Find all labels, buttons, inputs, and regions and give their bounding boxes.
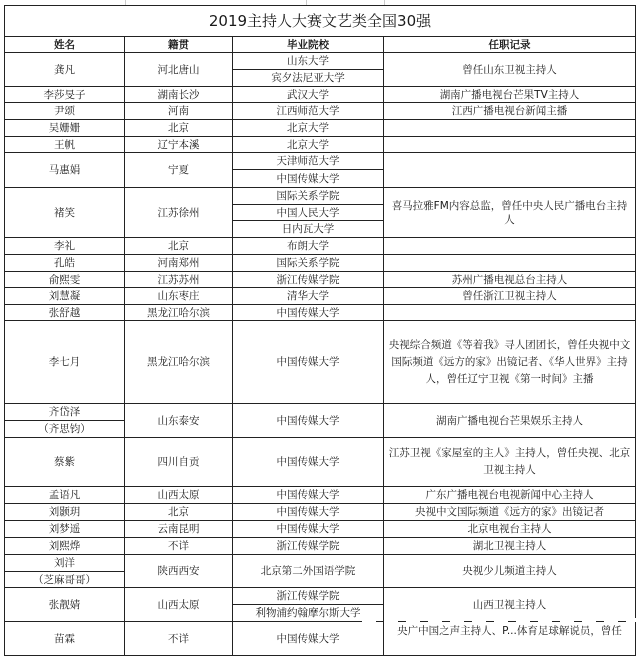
cell-name: 苗霖 xyxy=(4,622,125,656)
cell-name: 褚笑 xyxy=(4,188,125,238)
cell-hometown: 山西太原 xyxy=(125,588,233,622)
cell-hometown: 北京 xyxy=(125,238,233,255)
cell-school: 北京第二外国语学院 xyxy=(233,555,384,588)
cell-school: 布朗大学 xyxy=(233,238,384,255)
cell-name: 李七月 xyxy=(4,321,125,404)
cell-hometown: 河南郑州 xyxy=(125,255,233,272)
cell-school: 北京大学 xyxy=(233,137,384,153)
cell-name: 刘颢玥 xyxy=(4,504,125,521)
cell-hometown: 江苏苏州 xyxy=(125,272,233,288)
cell-career xyxy=(384,238,636,255)
cell-career: 央视综合频道《等着我》寻人团团长，曾任央视中文国际频道《远方的家》出镜记者、《华人世界》主持人，曾任辽宁卫视《第一时间》主播 xyxy=(384,321,636,404)
cell-hometown: 云南昆明 xyxy=(125,521,233,538)
cell-school: 江西师范大学 xyxy=(233,103,384,120)
cell-hometown: 宁夏 xyxy=(125,153,233,188)
cell-name: 齐岱泽 xyxy=(4,404,125,421)
cell-school: 中国传媒大学 xyxy=(233,487,384,504)
cell-name: 刘梦遥 xyxy=(4,521,125,538)
cell-career xyxy=(384,137,636,153)
cell-school: 浙江传媒学院 xyxy=(233,588,384,605)
cell-school: 北京大学 xyxy=(233,120,384,137)
cell-school: 浙江传媒学院 xyxy=(233,538,384,555)
cell-school: 中国传媒大学 xyxy=(233,170,384,188)
cell-name: 尹颂 xyxy=(4,103,125,120)
cell-career: 广东广播电视台电视新闻中心主持人 xyxy=(384,487,636,504)
cell-career: 苏州广播电视总台主持人 xyxy=(384,272,636,288)
cell-school: 国际关系学院 xyxy=(233,188,384,205)
header-name: 姓名 xyxy=(4,37,125,53)
cell-name: 刘慧凝 xyxy=(4,288,125,305)
cell-name: 张舒越 xyxy=(4,305,125,321)
cell-hometown: 山东枣庄 xyxy=(125,288,233,305)
cell-career: 湖南广播电视台芒果TV主持人 xyxy=(384,87,636,103)
cell-hometown: 北京 xyxy=(125,120,233,137)
cell-name: 刘熙烨 xyxy=(4,538,125,555)
cell-name: 王帆 xyxy=(4,137,125,153)
cell-career: 曾任浙江卫视主持人 xyxy=(384,288,636,305)
cell-school: 浙江传媒学院 xyxy=(233,272,384,288)
cell-hometown: 陕西西安 xyxy=(125,555,233,588)
cell-school: 中国传媒大学 xyxy=(233,305,384,321)
cell-school: 中国传媒大学 xyxy=(233,521,384,538)
cell-name: 吴姗姗 xyxy=(4,120,125,137)
cell-school: 中国传媒大学 xyxy=(233,404,384,438)
cell-school: 中国传媒大学 xyxy=(233,438,384,487)
cell-school: 中国人民大学 xyxy=(233,205,384,221)
cell-school: 山东大学 xyxy=(233,53,384,70)
cell-name: 张靓婧 xyxy=(4,588,125,622)
cell-school: 国际关系学院 xyxy=(233,255,384,272)
cell-school: 日内瓦大学 xyxy=(233,221,384,238)
cell-career: 喜马拉雅FM内容总监，曾任中央人民广播电台主持人 xyxy=(384,188,636,238)
cell-career xyxy=(384,255,636,272)
cell-career: 央广中国之声主持人、P...体育足球解说员，曾任 xyxy=(384,622,636,656)
cell-name: 李礼 xyxy=(4,238,125,255)
cell-school: 武汉大学 xyxy=(233,87,384,103)
cell-school: 利物浦约翰摩尔斯大学 xyxy=(233,605,384,622)
cell-school: 宾夕法尼亚大学 xyxy=(233,70,384,87)
cell-hometown: 不详 xyxy=(125,538,233,555)
header-school: 毕业院校 xyxy=(233,37,384,53)
cell-hometown: 黑龙江哈尔滨 xyxy=(125,305,233,321)
cell-career: 北京电视台主持人 xyxy=(384,521,636,538)
cell-name: 孟语凡 xyxy=(4,487,125,504)
cell-hometown: 河南 xyxy=(125,103,233,120)
cell-career: 江苏卫视《家屋室的主人》主持人，曾任央视、北京卫视主持人 xyxy=(384,438,636,487)
cell-name: 孔皓 xyxy=(4,255,125,272)
table-title: 2019主持人大赛文艺类全国30强 xyxy=(4,5,636,37)
cell-hometown: 北京 xyxy=(125,504,233,521)
cell-hometown: 山西太原 xyxy=(125,487,233,504)
cell-name: 李莎旻子 xyxy=(4,87,125,103)
cell-hometown: 河北唐山 xyxy=(125,53,233,87)
watermark-overlay xyxy=(362,618,640,622)
cell-career: 山西卫视主持人 xyxy=(384,588,636,622)
cell-career: 江西广播电视台新闻主播 xyxy=(384,103,636,120)
cell-name-alt: （芝麻哥哥） xyxy=(4,572,125,588)
header-career: 任职记录 xyxy=(384,37,636,53)
cell-hometown: 湖南长沙 xyxy=(125,87,233,103)
cell-name-alt: （齐思钧） xyxy=(4,421,125,438)
cell-name: 蔡紫 xyxy=(4,438,125,487)
cell-name: 刘洋 xyxy=(4,555,125,572)
cell-career: 湖北卫视主持人 xyxy=(384,538,636,555)
cell-hometown: 四川自贡 xyxy=(125,438,233,487)
cell-name: 龚凡 xyxy=(4,53,125,87)
cell-school: 清华大学 xyxy=(233,288,384,305)
header-hometown: 籍贯 xyxy=(125,37,233,53)
cell-career xyxy=(384,305,636,321)
cell-school: 中国传媒大学 xyxy=(233,622,384,656)
cell-career: 曾任山东卫视主持人 xyxy=(384,53,636,87)
cell-career: 央视少儿频道主持人 xyxy=(384,555,636,588)
cell-hometown: 黑龙江哈尔滨 xyxy=(125,321,233,404)
cell-hometown: 江苏徐州 xyxy=(125,188,233,238)
cell-hometown: 不详 xyxy=(125,622,233,656)
cell-hometown: 辽宁本溪 xyxy=(125,137,233,153)
cell-career: 湖南广播电视台芒果娱乐主持人 xyxy=(384,404,636,438)
cell-name: 马惠娟 xyxy=(4,153,125,188)
cell-career xyxy=(384,120,636,137)
cell-hometown: 山东泰安 xyxy=(125,404,233,438)
cell-career xyxy=(384,153,636,188)
cell-career: 央视中文国际频道《远方的家》出镜记者 xyxy=(384,504,636,521)
cell-school: 中国传媒大学 xyxy=(233,504,384,521)
cell-school: 天津师范大学 xyxy=(233,153,384,170)
cell-name: 俞熙雯 xyxy=(4,272,125,288)
cell-school: 中国传媒大学 xyxy=(233,321,384,404)
